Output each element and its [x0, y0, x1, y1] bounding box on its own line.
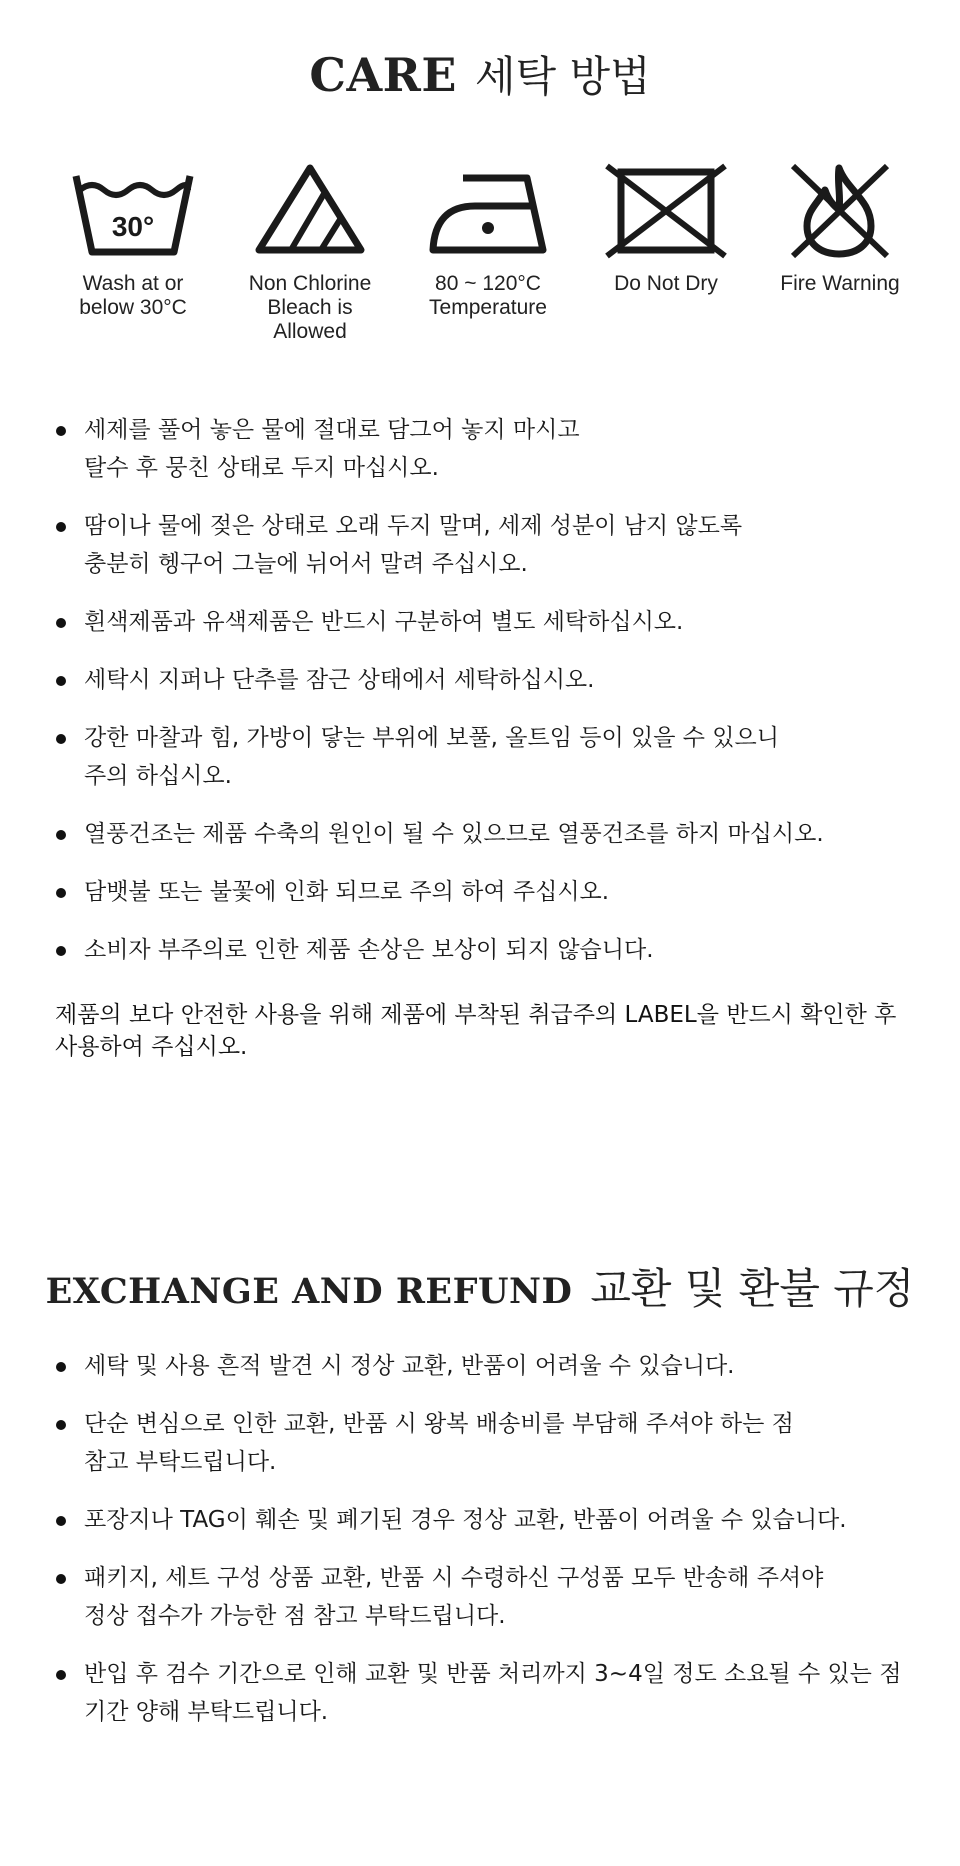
list-item: 세탁시 지퍼나 단추를 잠근 상태에서 세탁하십시오.: [48, 661, 918, 699]
icon-label-wash: Wash at or below 30°C: [79, 272, 187, 319]
care-icon-wash: [48, 160, 218, 320]
wash-30-icon: [68, 160, 198, 260]
exchange-title-en: EXCHANGE AND REFUND: [45, 1271, 573, 1312]
care-icon-fire: [755, 160, 925, 296]
care-icon-bleach: [225, 160, 395, 344]
care-icon-iron: [403, 160, 573, 320]
non-chlorine-bleach-icon: [245, 160, 375, 260]
list-item: 소비자 부주의로 인한 제품 손상은 보상이 되지 않습니다.: [48, 931, 918, 969]
wash-temp-badge: 30°: [111, 211, 155, 242]
care-icon-dry: [581, 160, 751, 296]
care-icons-row: [48, 160, 918, 360]
do-not-dry-icon: [601, 160, 731, 260]
list-item: 담뱃불 또는 불꽃에 인화 되므로 주의 하여 주십시오.: [48, 873, 918, 911]
care-title-ko: 세탁 방법: [474, 52, 651, 101]
fire-warning-icon: [775, 160, 905, 260]
care-instructions-list: [48, 411, 918, 989]
icon-label-iron: 80 ~ 120°C Temperature: [429, 272, 547, 319]
list-item: 반입 후 검수 기간으로 인해 교환 및 반품 처리까지 3~4일 정도 소요될 수 있는 점 기간 양해 부탁드립니다.: [48, 1655, 918, 1731]
icon-label-dry: Do Not Dry: [614, 272, 718, 295]
exchange-title-ko: 교환 및 환불 규정: [590, 1264, 915, 1313]
list-item: 열풍건조는 제품 수축의 원인이 될 수 있으므로 열풍건조를 하지 마십시오.: [48, 815, 918, 853]
list-item: 강한 마찰과 힘, 가방이 닿는 부위에 보풀, 올트임 등이 있을 수 있으니 주의 하십시오.: [48, 719, 918, 795]
list-item: 세제를 풀어 놓은 물에 절대로 담그어 놓지 마시고 탈수 후 뭉친 상태로 두지 마십시오.: [48, 411, 918, 487]
iron-temperature-icon: [423, 160, 553, 260]
list-item: 땀이나 물에 젖은 상태로 오래 두지 말며, 세제 성분이 남지 않도록 충분히 헹구어 그늘에 뉘어서 말려 주십시오.: [48, 507, 918, 583]
exchange-title: [0, 1256, 960, 1316]
care-label-notice: 제품의 보다 안전한 사용을 위해 제품에 부착된 취급주의 LABEL을 반드시 확인한 후 사용하여 주십시오.: [55, 1002, 897, 1060]
list-item: 포장지나 TAG이 훼손 및 폐기된 경우 정상 교환, 반품이 어려울 수 있습니다.: [48, 1501, 918, 1539]
exchange-policy-list: [48, 1347, 918, 1751]
list-item: 패키지, 세트 구성 상품 교환, 반품 시 수령하신 구성품 모두 반송해 주셔야 정상 접수가 가능한 점 참고 부탁드립니다.: [48, 1559, 918, 1635]
list-item: 단순 변심으로 인한 교환, 반품 시 왕복 배송비를 부담해 주셔야 하는 점 참고 부탁드립니다.: [48, 1405, 918, 1481]
icon-label-bleach: Non Chlorine Bleach is Allowed: [248, 272, 372, 343]
icon-label-fire: Fire Warning: [780, 272, 900, 295]
care-title-en: CARE: [309, 48, 457, 102]
list-item: 흰색제품과 유색제품은 반드시 구분하여 별도 세탁하십시오.: [48, 603, 918, 641]
list-item: 세탁 및 사용 흔적 발견 시 정상 교환, 반품이 어려울 수 있습니다.: [48, 1347, 918, 1385]
care-title: [0, 44, 960, 104]
